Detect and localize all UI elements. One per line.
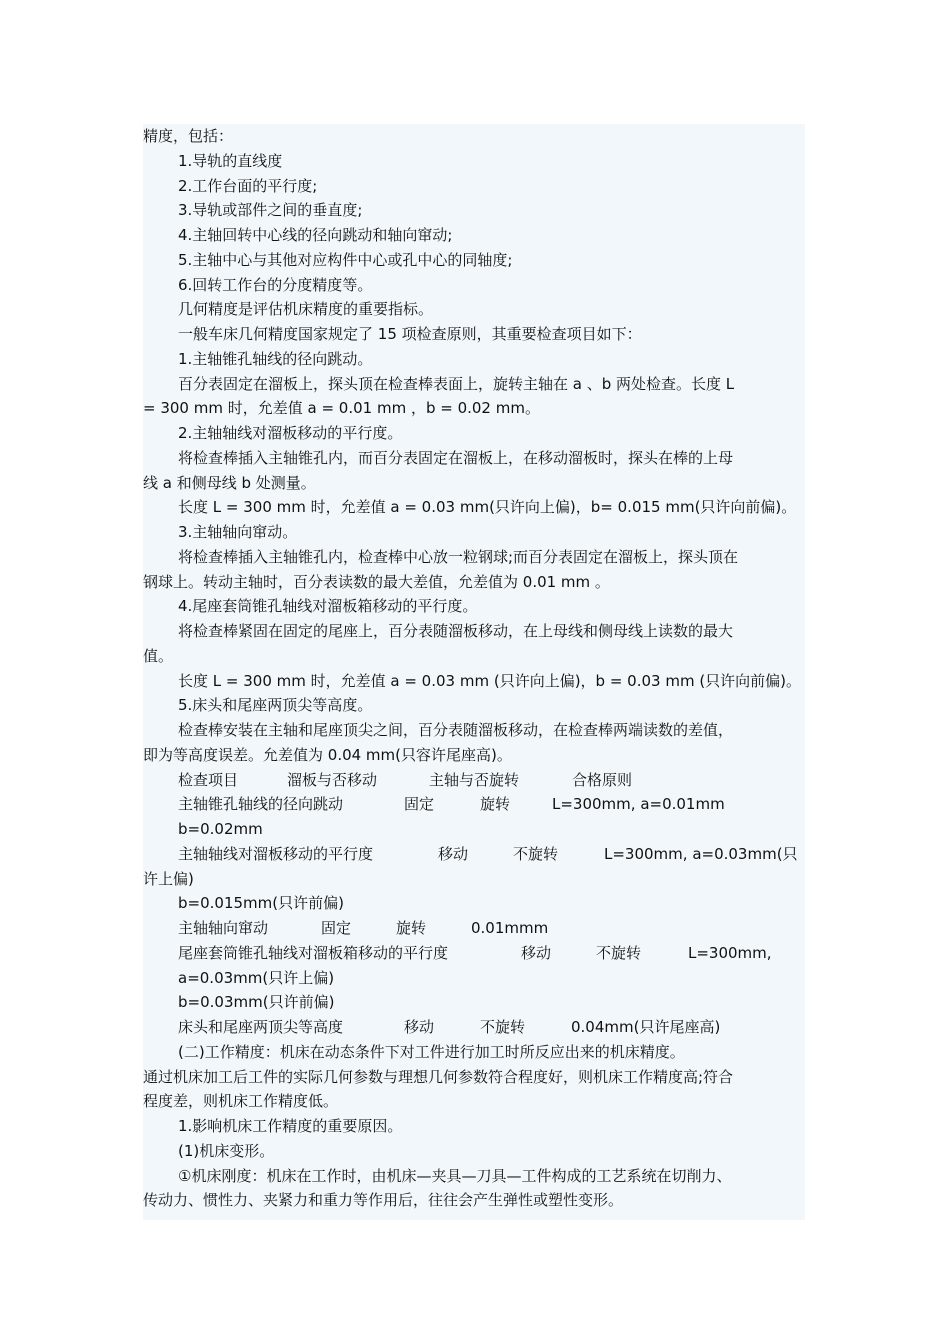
text-line: 精度，包括： — [143, 127, 234, 145]
table-cell: 0.04mm(只许尾座高) — [571, 1018, 721, 1036]
text-line: 几何精度是评估机床精度的重要指标。 — [178, 300, 434, 319]
table-cell: 尾座套筒锥孔轴线对溜板箱移动的平行度 — [178, 943, 449, 962]
text-line: 值。 — [143, 646, 174, 665]
text-line: 百分表固定在溜板上，探头顶在检查棒表面上，旋转主轴在 a 、b 两处检查。长度 L — [178, 374, 735, 393]
table-cell: 不旋转 — [596, 943, 642, 962]
table-cell: 主轴轴向窜动 — [178, 919, 269, 937]
table-row-continuation: b=0.02mm — [178, 820, 263, 838]
table-row — [143, 792, 843, 817]
document-body — [143, 124, 843, 1213]
text-line: 5.主轴中心与其他对应构件中心或孔中心的同轴度; — [178, 250, 513, 269]
table-row-continuation: 许上偏) — [143, 869, 194, 888]
table-cell: 溜板与否移动 — [287, 770, 378, 789]
text-line: 1.主轴锥孔轴线的径向跳动。 — [178, 349, 373, 368]
text-line: 钢球上。转动主轴时，百分表读数的最大差值，允差值为 0.01 mm 。 — [143, 572, 610, 591]
text-line: 6.回转工作台的分度精度等。 — [178, 275, 373, 294]
table-cell: 旋转 — [396, 919, 427, 937]
text-line: 1.导轨的直线度 — [178, 151, 283, 170]
table-cell: 旋转 — [480, 795, 511, 814]
table-cell: 固定 — [321, 919, 352, 937]
text-line: (二)工作精度：机床在动态条件下对工件进行加工时所反应出来的机床精度。 — [178, 1042, 685, 1061]
text-line: 将检查棒插入主轴锥孔内，检查棒中心放一粒钢球;而百分表固定在溜板上，探头顶在 — [178, 547, 739, 566]
table-cell: 床头和尾座两顶尖等高度 — [178, 1018, 344, 1036]
table-row-continuation: b=0.015mm(只许前偏) — [178, 894, 344, 913]
table-cell: 移动 — [521, 943, 552, 962]
text-line: 3.导轨或部件之间的垂直度; — [178, 201, 363, 220]
table-cell: 主轴锥孔轴线的径向跳动 — [178, 795, 344, 814]
text-line: 一般车床几何精度国家规定了 15 项检查原则，其重要检查项目如下： — [178, 325, 642, 343]
text-line: (1)机床变形。 — [178, 1141, 275, 1160]
table-cell: L=300mm, a=0.03mm(只 — [604, 844, 798, 863]
text-line: = 300 mm 时，允差值 a = 0.01 mm ，b = 0.02 mm。 — [143, 399, 540, 418]
text-line: 4.尾座套筒锥孔轴线对溜板箱移动的平行度。 — [178, 597, 478, 616]
text-line: 传动力、惯性力、夹紧力和重力等作用后，往往会产生弹性或塑性变形。 — [143, 1191, 624, 1210]
inspection-table — [143, 768, 843, 1040]
text-line: 线 a 和侧母线 b 处测量。 — [143, 473, 316, 492]
text-line: 程度差，则机床工作精度低。 — [143, 1092, 339, 1111]
table-cell: 固定 — [404, 795, 435, 814]
text-line: 即为等高度误差。允差值为 0.04 mm(只容许尾座高)。 — [143, 745, 512, 764]
text-line: 通过机床加工后工件的实际几何参数与理想几何参数符合程度好，则机床工作精度高;符合 — [143, 1067, 734, 1086]
table-cell: L=300mm, a=0.01mm — [552, 795, 725, 814]
table-row-continuation: b=0.03mm(只许前偏) — [178, 993, 335, 1012]
table-cell: 不旋转 — [513, 844, 559, 863]
text-line: 5.床头和尾座两顶尖等高度。 — [178, 696, 373, 715]
table-cell: 合格原则 — [572, 770, 633, 789]
table-row — [143, 1015, 843, 1040]
table-cell: L=300mm, — [688, 943, 772, 962]
table-row — [143, 842, 843, 867]
text-line: 将检查棒紧固在固定的尾座上，百分表随溜板移动，在上母线和侧母线上读数的最大 — [178, 622, 734, 640]
table-row-continuation: a=0.03mm(只许上偏) — [178, 968, 335, 987]
table-cell: 0.01mmm — [471, 919, 549, 937]
table-cell: 不旋转 — [480, 1018, 526, 1036]
text-line: 长度 L = 300 mm 时，允差值 a = 0.03 mm(只许向上偏)，b= 0.015 mm(只许向前偏)。 — [178, 498, 797, 517]
text-line: 2.工作台面的平行度; — [178, 176, 318, 195]
text-line: 3.主轴轴向窜动。 — [178, 523, 298, 541]
table-cell: 检查项目 — [178, 770, 239, 789]
table-cell: 主轴与否旋转 — [429, 770, 520, 789]
text-line: 4.主轴回转中心线的径向跳动和轴向窜动; — [178, 226, 453, 244]
text-line: 1.影响机床工作精度的重要原因。 — [178, 1117, 403, 1135]
text-line: 2.主轴轴线对溜板移动的平行度。 — [178, 424, 403, 442]
text-line: 检查棒安装在主轴和尾座顶尖之间，百分表随溜板移动，在检查棒两端读数的差值， — [178, 721, 734, 739]
text-line: 将检查棒插入主轴锥孔内，而百分表固定在溜板上，在移动溜板时，探头在棒的上母 — [178, 448, 734, 467]
text-line: ①机床刚度：机床在工作时，由机床—夹具—刀具—工件构成的工艺系统在切削力、 — [178, 1166, 732, 1185]
table-row — [143, 941, 843, 966]
table-cell: 移动 — [404, 1018, 435, 1036]
text-line: 长度 L = 300 mm 时，允差值 a = 0.03 mm (只许向上偏)，b = 0.03 mm (只许向前偏)。 — [178, 671, 802, 690]
table-cell: 主轴轴线对溜板移动的平行度 — [178, 844, 374, 863]
table-cell: 移动 — [438, 844, 469, 863]
body-text-tail — [143, 1040, 843, 1213]
table-row — [143, 916, 843, 941]
body-text — [143, 124, 843, 768]
table-header — [143, 768, 843, 793]
